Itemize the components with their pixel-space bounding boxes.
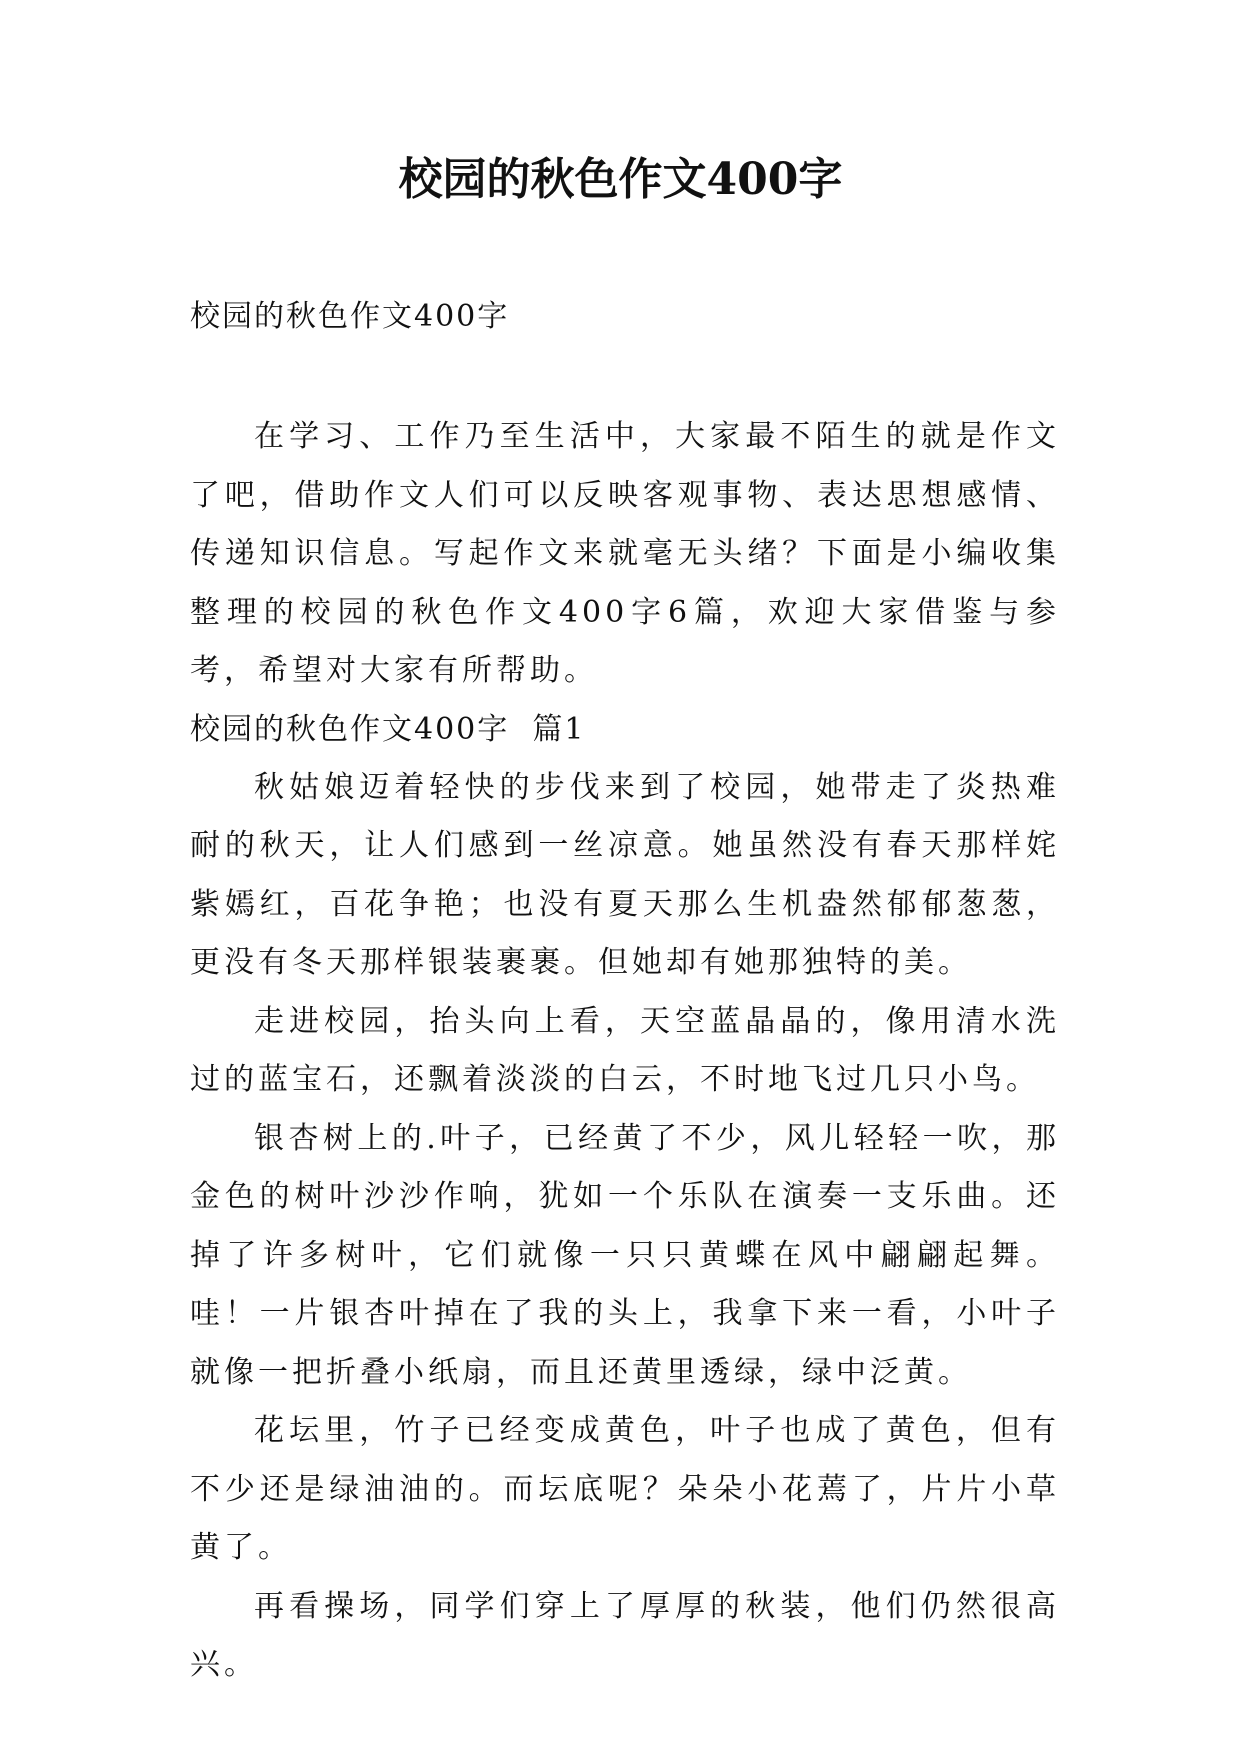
document-title: 校园的秋色作文400字 <box>398 154 843 205</box>
section-heading-1: 校园的秋色作文400字 篇1 <box>190 711 586 747</box>
body-paragraph-3: 银杏树上的.叶子，已经黄了不少，风儿轻轻一吹，那金色的树叶沙沙作响，犹如一个乐队在演奏一支乐曲。还掉了许多树叶，它们就像一只只黄蝶在风中翩翩起舞。哇！一片银杏叶掉在了我的头上，我拿下来一看，小叶子就像一把折叠小纸扇，而且还黄里透绿，绿中泛黄。 <box>190 1120 1060 1390</box>
body-paragraph-2: 走进校园，抬头向上看，天空蓝晶晶的，像用清水洗过的蓝宝石，还飘着淡淡的白云，不时地飞过几只小鸟。 <box>190 1003 1060 1097</box>
body-paragraph-4: 花坛里，竹子已经变成黄色，叶子也成了黄色，但有不少还是绿油油的。而坛底呢？朵朵小花蔫了，片片小草黄了。 <box>190 1413 1060 1565</box>
document-subtitle: 校园的秋色作文400字 <box>190 299 510 334</box>
document-body <box>190 288 1060 1695</box>
intro-paragraph: 在学习、工作乃至生活中，大家最不陌生的就是作文了吧，借助作文人们可以反映客观事物、表达思想感情、传递知识信息。写起作文来就毫无头绪？下面是小编收集整理的校园的秋色作文400字6篇，欢迎大家借鉴与参考，希望对大家有所帮助。 <box>190 419 1060 688</box>
body-paragraph-5: 再看操场，同学们穿上了厚厚的秋装，他们仍然很高兴。 <box>190 1588 1060 1682</box>
body-paragraph-1: 秋姑娘迈着轻快的步伐来到了校园，她带走了炎热难耐的秋天，让人们感到一丝凉意。她虽然没有春天那样姹紫嫣红，百花争艳；也没有夏天那么生机盎然郁郁葱葱，更没有冬天那样银装裹裹。但她却有她那独特的美。 <box>190 769 1060 980</box>
